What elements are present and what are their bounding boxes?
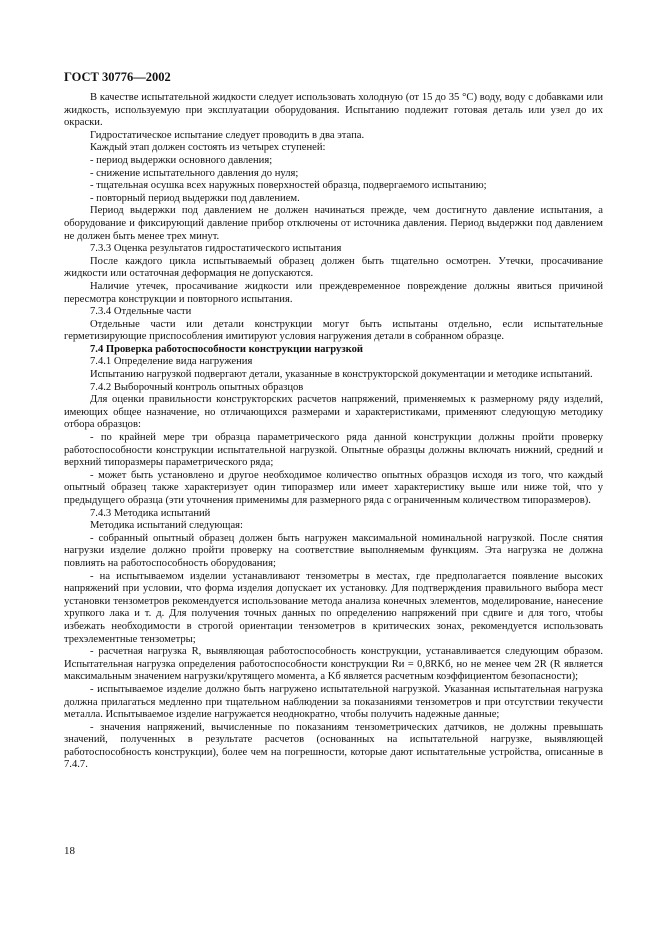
paragraph: Отдельные части или детали конструкции могут быть испытаны отдельно, если испытательные герметизирующие приспособления имитируют условия нагружения детали в собранном образце. [64,318,603,343]
paragraph: - может быть установлено и другое необходимое количество опытных образцов исходя из того, что каждый опытный образец также характеризует один типоразмер или имеет характеристику выше или ниже той, что у предыдущего образца (эти уточнения применимы для размерного ряда с ограниченным количеством типоразмеров). [64,469,603,506]
paragraph: 7.4.1 Определение вида нагружения [90,356,253,368]
paragraph: - значения напряжений, вычисленные по показаниям тензометрических датчиков, не должны превышать значений, полученных в результате расчетов (основанных на испытательной нагрузке, выявляющей работоспособность конструкции), более чем на погрешности, которые дают испытательные устройства, описанные в 7.4.7. [64,721,603,771]
paragraph: После каждого цикла испытываемый образец должен быть тщательно осмотрен. Утечки, просачивание жидкости или остаточная деформация не допускаются. [64,255,603,280]
paragraph: - собранный опытный образец должен быть нагружен максимальной номинальной нагрузкой. После снятия нагрузки изделие должно пройти проверку на соответствие выполняемым функциям. Эта нагрузка не должна повлиять на работоспособность оборудования; [64,532,603,569]
paragraph: Гидростатическое испытание следует проводить в два этапа. [90,129,365,141]
paragraph: Наличие утечек, просачивание жидкости или преждевременное повреждение должны явиться причиной пересмотра конструкции и повторного испытания. [64,280,603,305]
paragraph: - по крайней мере три образца параметрического ряда данной конструкции должны пройти проверку работоспособности конструкции испытательной нагрузкой. Опытные образцы должны включать нижний, средний и верхний типоразмеры параметрического ряда; [64,432,603,469]
paragraph: Методика испытаний следующая: [90,520,243,532]
paragraph: Для оценки правильности конструкторских расчетов напряжений, применяемых к размерному ряду изделий, имеющих общее назначение, но отличающихся размерами и характеристиками, применяют следующую методику отбора образцов: [64,394,603,431]
paragraph: - расчетная нагрузка R, выявляющая работоспособность конструкции, устанавливается следующим образом. Испытательная нагрузка определения работоспособности конструкции Rи = 0,8RKб, но не менее чем 2R (R является максимальным значением нагрузки/крутящего момента, а Kб является расчетным коэффициентом безопасности); [64,646,603,683]
paragraph: 7.4.3 Методика испытаний [90,507,211,519]
paragraph: 7.3.3 Оценка результатов гидростатического испытания [90,243,342,255]
document-body [64,92,603,772]
paragraph: Испытанию нагрузкой подвергают детали, указанные в конструкторской документации и методике испытаний. [90,369,593,381]
paragraph: 7.4.2 Выборочный контроль опытных образцов [90,381,304,393]
paragraph: - на испытываемом изделии устанавливают тензометры в местах, где предполагается появление высоких напряжений при условии, что форма изделия допускает их установку. Для подтверждения правильного выбора мест установки тензометров рекомендуется использование метода анализа конечных элементов, моделирование, нанесение хрупкого лака и т. д. Для получения точных данных по определению напряжений при сдвиге и для того, чтобы избежать необходимости в строгой ориентации тензометров в критических зонах, рекомендуется использовать трехэлементные тензометры; [64,570,603,645]
document-header: ГОСТ 30776—2002 [64,70,171,84]
paragraph: В качестве испытательной жидкости следует использовать холодную (от 15 до 35 °С) воду, воду с добавками или жидкость, используемую при эксплуатации оборудования. Испытанию подлежит готовая деталь или узел до их окраски. [64,92,603,129]
paragraph: - период выдержки основного давления; [90,154,273,166]
paragraph: - повторный период выдержки под давлением. [90,192,300,204]
paragraph: Каждый этап должен состоять из четырех ступеней: [90,142,326,154]
paragraph: 7.4 Проверка работоспособности конструкции нагрузкой [90,343,363,355]
paragraph: - испытываемое изделие должно быть нагружено испытательной нагрузкой. Указанная испытательная нагрузка должна прилагаться медленно при тщательном наблюдении за показаниями тензометров и при отсутствии текучести металла. Испытываемое изделие нагружается неоднократно, чтобы получить надежные данные; [64,683,603,721]
paragraph: - снижение испытательного давления до нуля; [90,167,299,179]
paragraph: 7.3.4 Отдельные части [90,306,192,318]
paragraph: - тщательная осушка всех наружных поверхностей образца, подвергаемого испытанию; [90,180,487,192]
paragraph: Период выдержки под давлением не должен начинаться прежде, чем достигнуто давление испытания, а оборудование и фиксирующий давление прибор отключены от источника давления. Период выдержки под давлением не должен быть менее трех минут. [64,205,603,242]
page-number: 18 [64,845,75,857]
